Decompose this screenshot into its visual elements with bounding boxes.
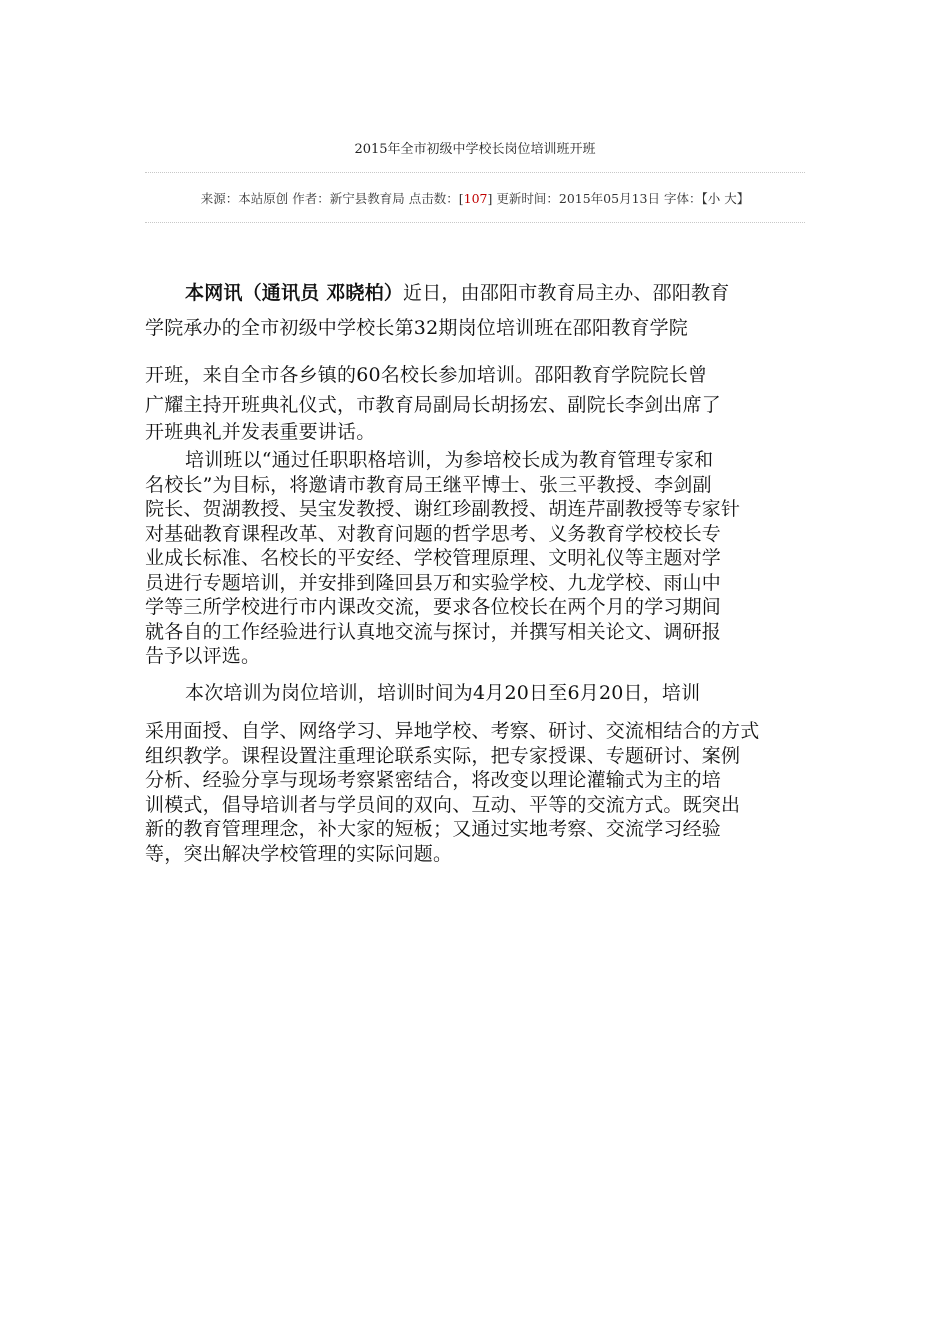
paragraph-2-line: 对基础教育课程改革、对教育问题的哲学思考、义务教育学校校长专 [145,522,722,545]
font-large-link[interactable]: 大 [724,191,737,206]
paragraph-1-line-5: 开班典礼并发表重要讲话。 [145,421,376,443]
divider-bottom [145,222,805,223]
article-meta [145,189,805,207]
divider-top [145,172,805,173]
paragraph-3-line: 组织教学。课程设置注重理论联系实际，把专家授课、专题研讨、案例 [145,744,741,767]
hits-close: ] [487,191,493,206]
paragraph-3 [145,681,805,867]
paragraph-2 [145,448,805,669]
paragraph-2-line: 培训班以“通过任职职格培训，为参培校长成为教育管理专家和 [185,449,714,471]
source-value: 本站原创 [238,191,289,206]
paragraph-1-line-1 [145,276,805,311]
updated-value: 2015年05月13日 [558,191,660,206]
paragraph-1-line-1-text: 近日，由邵阳市教育局主办、邵阳教育 [403,282,730,304]
source-label: 来源： [200,191,239,206]
paragraph-3-line-1: 本次培训为岗位培训，培训时间为4月20日至6月20日，培训 [185,681,701,704]
paragraph-3-line: 分析、经验分享与现场考察紧密结合，将改变以理论灌输式为主的培 [145,769,722,791]
paragraph-2-line: 就各自的工作经验进行认真地交流与探讨，并撰写相关论文、调研报 [145,620,722,643]
paragraph-2-line: 院长、贺湖教授、吴宝发教授、谢红珍副教授、胡连芹副教授等专家针 [145,498,741,520]
paragraph-3-line: 采用面授、自学、网络学习、异地学校、考察、研讨、交流相结合的方式 [145,720,760,742]
paragraph-3-line: 训模式，倡导培训者与学员间的双向、互动、平等的交流方式。既突出 [145,793,741,816]
article-title: 2015年全市初级中学校长岗位培训班开班 [354,142,596,157]
author-label: 作者： [292,191,330,206]
paragraph-2-line: 业成长标准、名校长的平安经、学校管理原理、文明礼仪等主题对学 [145,547,722,569]
article-body [145,276,805,866]
font-size-close: 】 [736,191,750,206]
paragraph-2-line: 学等三所学校进行市内课改交流，要求各位校长在两个月的学习期间 [145,596,722,618]
paragraph-1-gap [145,346,805,360]
font-size-open: 【 [701,191,708,206]
byline-lead: 本网讯（通讯员 邓晓柏） [185,282,404,304]
paragraph-2-line: 名校长”为目标，将邀请市教育局王继平博士、张三平教授、李剑副 [145,473,712,496]
paragraph-2-line: 告予以评选。 [145,645,261,667]
paragraph-1-line-3: 开班，来自全市各乡镇的60名校长参加培训。邵阳教育学院院长曾 [145,364,708,386]
font-small-link[interactable]: 小 [707,191,721,206]
paragraph-1-line-2: 学院承办的全市初级中学校长第32期岗位培训班在邵阳教育学院 [145,317,688,339]
hits-open: [ [458,191,464,206]
updated-label: 更新时间： [496,191,559,206]
font-size-label: 字体： [663,191,702,206]
paragraph-3-gap [145,705,805,719]
author-value: 新宁县教育局 [329,191,405,206]
paragraph-3-line: 新的教育管理理念，补大家的短板；又通过实地考察、交流学习经验 [145,818,722,840]
paragraph-3-line: 等，突出解决学校管理的实际问题。 [145,842,453,865]
paragraph-1 [145,276,805,445]
paragraph-2-line: 员进行专题培训，并安排到隆回县万和实验学校、九龙学校、雨山中 [145,571,722,594]
hits-count: 107 [463,191,488,206]
hits-label: 点击数： [408,191,459,206]
paragraph-1-line-4: 广耀主持开班典礼仪式，市教育局副局长胡扬宏、副院长李剑出席了 [145,394,722,416]
